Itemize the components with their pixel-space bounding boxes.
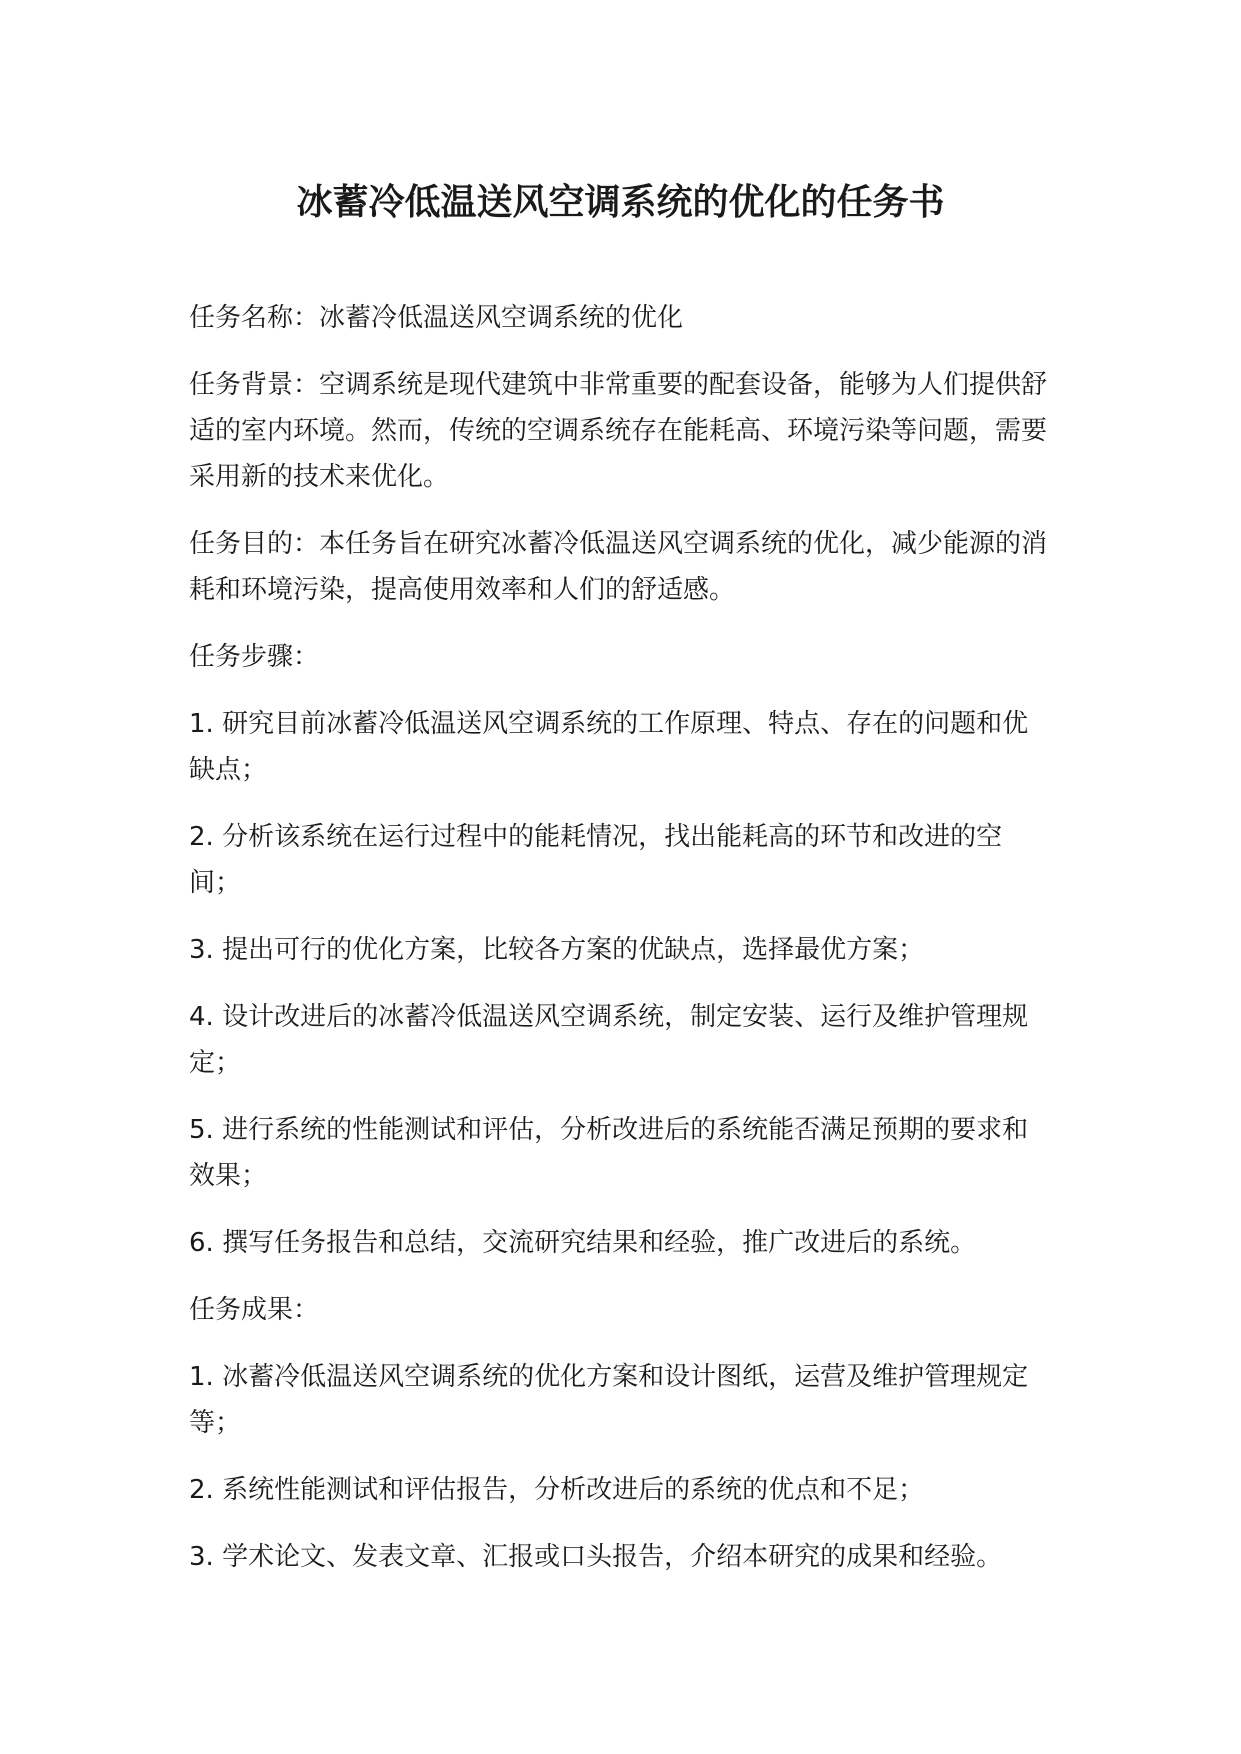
- document-body: [189, 295, 1049, 1601]
- task-name: 任务名称：冰蓄冷低温送风空调系统的优化: [189, 303, 684, 333]
- task-steps-heading: 任务步骤：: [189, 642, 320, 672]
- task-step-3: 3. 提出可行的优化方案，比较各方案的优缺点，选择最优方案；: [189, 935, 925, 965]
- task-purpose: 任务目的：本任务旨在研究冰蓄冷低温送风空调系统的优化，减少能源的消耗和环境污染，提高使用效率和人们的舒适感。: [189, 529, 1048, 605]
- task-step-2: 2. 分析该系统在运行过程中的能耗情况，找出能耗高的环节和改进的空间；: [189, 822, 1003, 898]
- task-step-6: 6. 撰写任务报告和总结，交流研究结果和经验，推广改进后的系统。: [189, 1228, 977, 1258]
- task-results-heading: 任务成果：: [189, 1295, 320, 1325]
- task-background: 任务背景：空调系统是现代建筑中非常重要的配套设备，能够为人们提供舒适的室内环境。然而，传统的空调系统存在能耗高、环境污染等问题，需要采用新的技术来优化。: [189, 370, 1048, 492]
- document-title: 冰蓄冷低温送风空调系统的优化的任务书: [296, 182, 945, 223]
- task-step-4: 4. 设计改进后的冰蓄冷低温送风空调系统，制定安装、运行及维护管理规定；: [189, 1002, 1029, 1078]
- task-result-2: 2. 系统性能测试和评估报告，分析改进后的系统的优点和不足；: [189, 1475, 925, 1505]
- task-result-3: 3. 学术论文、发表文章、汇报或口头报告，介绍本研究的成果和经验。: [189, 1542, 1003, 1572]
- task-step-1: 1. 研究目前冰蓄冷低温送风空调系统的工作原理、特点、存在的问题和优缺点；: [189, 709, 1029, 785]
- task-result-1: 1. 冰蓄冷低温送风空调系统的优化方案和设计图纸，运营及维护管理规定等；: [189, 1362, 1029, 1438]
- task-step-5: 5. 进行系统的性能测试和评估，分析改进后的系统能否满足预期的要求和效果；: [189, 1115, 1029, 1191]
